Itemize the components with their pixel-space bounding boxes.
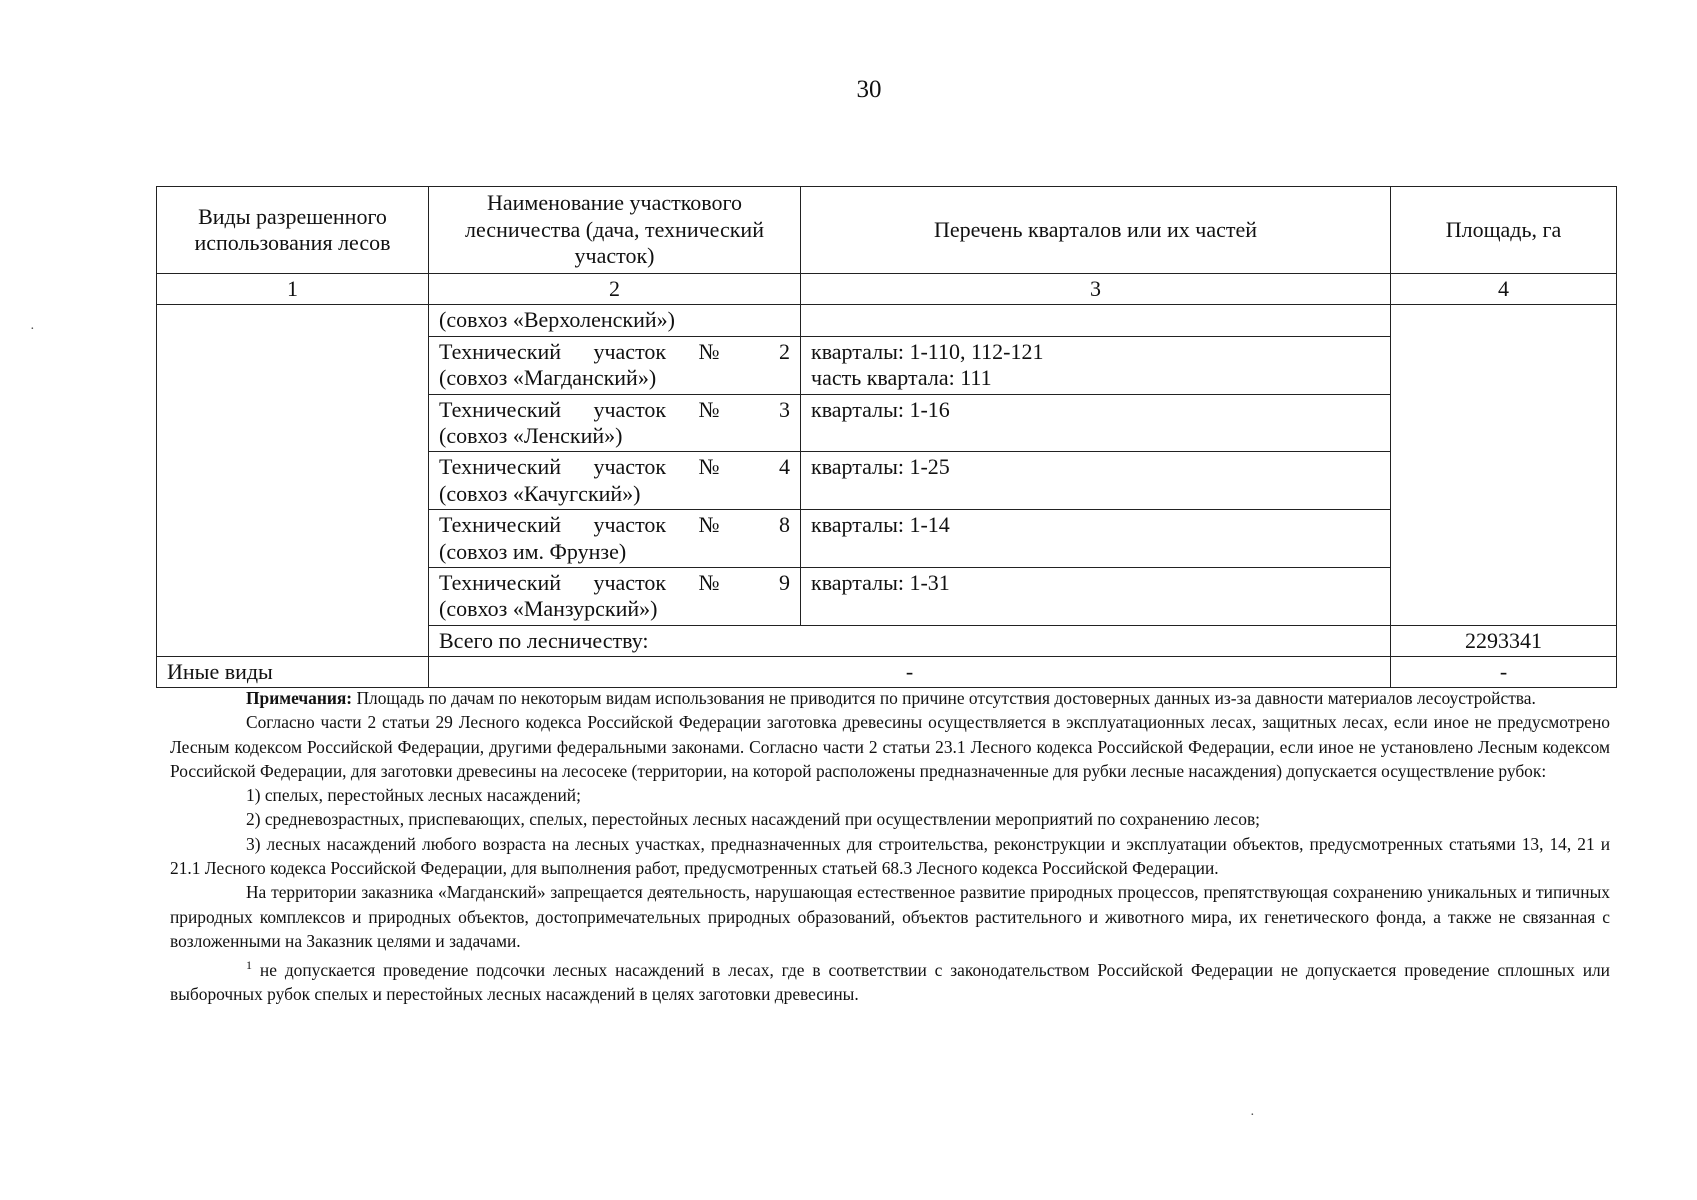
continuation-cell: (совхоз «Верхоленский»)	[429, 305, 801, 336]
other-uses-value: -	[429, 657, 1391, 688]
quarters-cell: кварталы: 1-25	[801, 452, 1391, 510]
notes-paragraph: На территории заказника «Магданский» запрещается деятельность, нарушающая естественное развитие природных процессов, препятствующая сохранению уникальных и типичных природных комплексов и природных объектов, достопримечательных природных образований, объектов растительного и животного мира, их генетического фонда, а также не связанная с возложенными на Заказник целями и задачами.	[170, 882, 1610, 951]
page-number: 30	[856, 76, 882, 103]
column-number: 4	[1391, 274, 1617, 305]
notes-section	[170, 686, 1610, 1007]
other-uses-area: -	[1391, 657, 1617, 688]
scan-speck: ·	[30, 322, 35, 337]
header-area: Площадь, га	[1391, 187, 1617, 274]
total-value: 2293341	[1391, 625, 1617, 656]
header-use-types: Виды разрешенного использования лесов	[157, 187, 429, 274]
other-uses-row	[157, 657, 1617, 688]
quarters-cell: кварталы: 1-31	[801, 567, 1391, 625]
plot-name-cell: Технический участок № 4 (совхоз «Качугский»)	[429, 452, 801, 510]
notes-list-item: 3) лесных насаждений любого возраста на лесных участках, предназначенных для строительства, реконструкции и эксплуатации объектов, предусмотренных статьями 13, 14, 21 и 21.1 Лесного кодекса Российской Федерации, для выполнения работ, предусмотренных статьей 68.3 Лесного кодекса Российской Федерации.	[170, 833, 1610, 879]
column-number: 2	[429, 274, 801, 305]
use-type-cell	[157, 305, 429, 657]
scan-speck: ·	[1250, 1108, 1255, 1123]
column-number-row	[157, 274, 1617, 305]
footnote: $^1$ не допускается проведение подсочки лесных насаждений в лесах, где в соответствии с законодательством Российской Федерации не допускается проведение сплошных или выборочных рубок спелых и перестойных лесных насаждений в целях заготовки древесины.	[170, 958, 1610, 1005]
quarters-cell: кварталы: 1-110, 112-121 часть квартала: 111	[801, 336, 1391, 394]
header-quarters-list: Перечень кварталов или их частей	[801, 187, 1391, 274]
header-forestry-name: Наименование участкового лесничества (дача, технический участок)	[429, 187, 801, 274]
plot-name-cell: Технический участок № 8 (совхоз им. Фрунзе)	[429, 510, 801, 568]
other-uses-label: Иные виды	[157, 657, 429, 688]
plot-name-cell: Технический участок № 2 (совхоз «Магданский»)	[429, 336, 801, 394]
plot-name-cell: Технический участок № 3 (совхоз «Ленский»)	[429, 394, 801, 452]
notes-label: Примечания:	[246, 688, 353, 708]
column-number: 3	[801, 274, 1391, 305]
column-number: 1	[157, 274, 429, 305]
quarters-cell: кварталы: 1-14	[801, 510, 1391, 568]
table-header-row	[157, 187, 1617, 274]
area-cell	[1391, 305, 1617, 625]
total-label: Всего по лесничеству:	[429, 625, 1391, 656]
forest-use-table	[156, 186, 1617, 688]
plot-name-cell: Технический участок № 9 (совхоз «Манзурский»)	[429, 567, 801, 625]
quarters-cell: кварталы: 1-16	[801, 394, 1391, 452]
quarters-cell	[801, 305, 1391, 336]
table-row	[157, 305, 1617, 336]
notes-paragraph: Согласно части 2 статьи 29 Лесного кодекса Российской Федерации заготовка древесины осуществляется в эксплуатационных лесах, защитных лесах, если иное не предусмотрено Лесным кодексом Российской Федерации, другими федеральными законами. Согласно части 2 статьи 23.1 Лесного кодекса Российской Федерации, если иное не установлено Лесным кодексом Российской Федерации, для заготовки древесины на лесосеке (территории, на которой расположены предназначенные для рубки лесные насаждения) допускается осуществление рубок:	[170, 712, 1610, 781]
notes-list-item: 1) спелых, перестойных лесных насаждений;	[246, 785, 581, 806]
notes-paragraph: Примечания: Площадь по дачам по некоторым видам использования не приводится по причине отсутствия достоверных данных из-за давности материалов лесоустройства.	[246, 688, 1536, 708]
notes-list-item: 2) средневозрастных, приспевающих, спелых, перестойных лесных насаждений при осуществлении мероприятий по сохранению лесов;	[246, 809, 1260, 830]
footnote-mark: 1	[246, 958, 252, 973]
